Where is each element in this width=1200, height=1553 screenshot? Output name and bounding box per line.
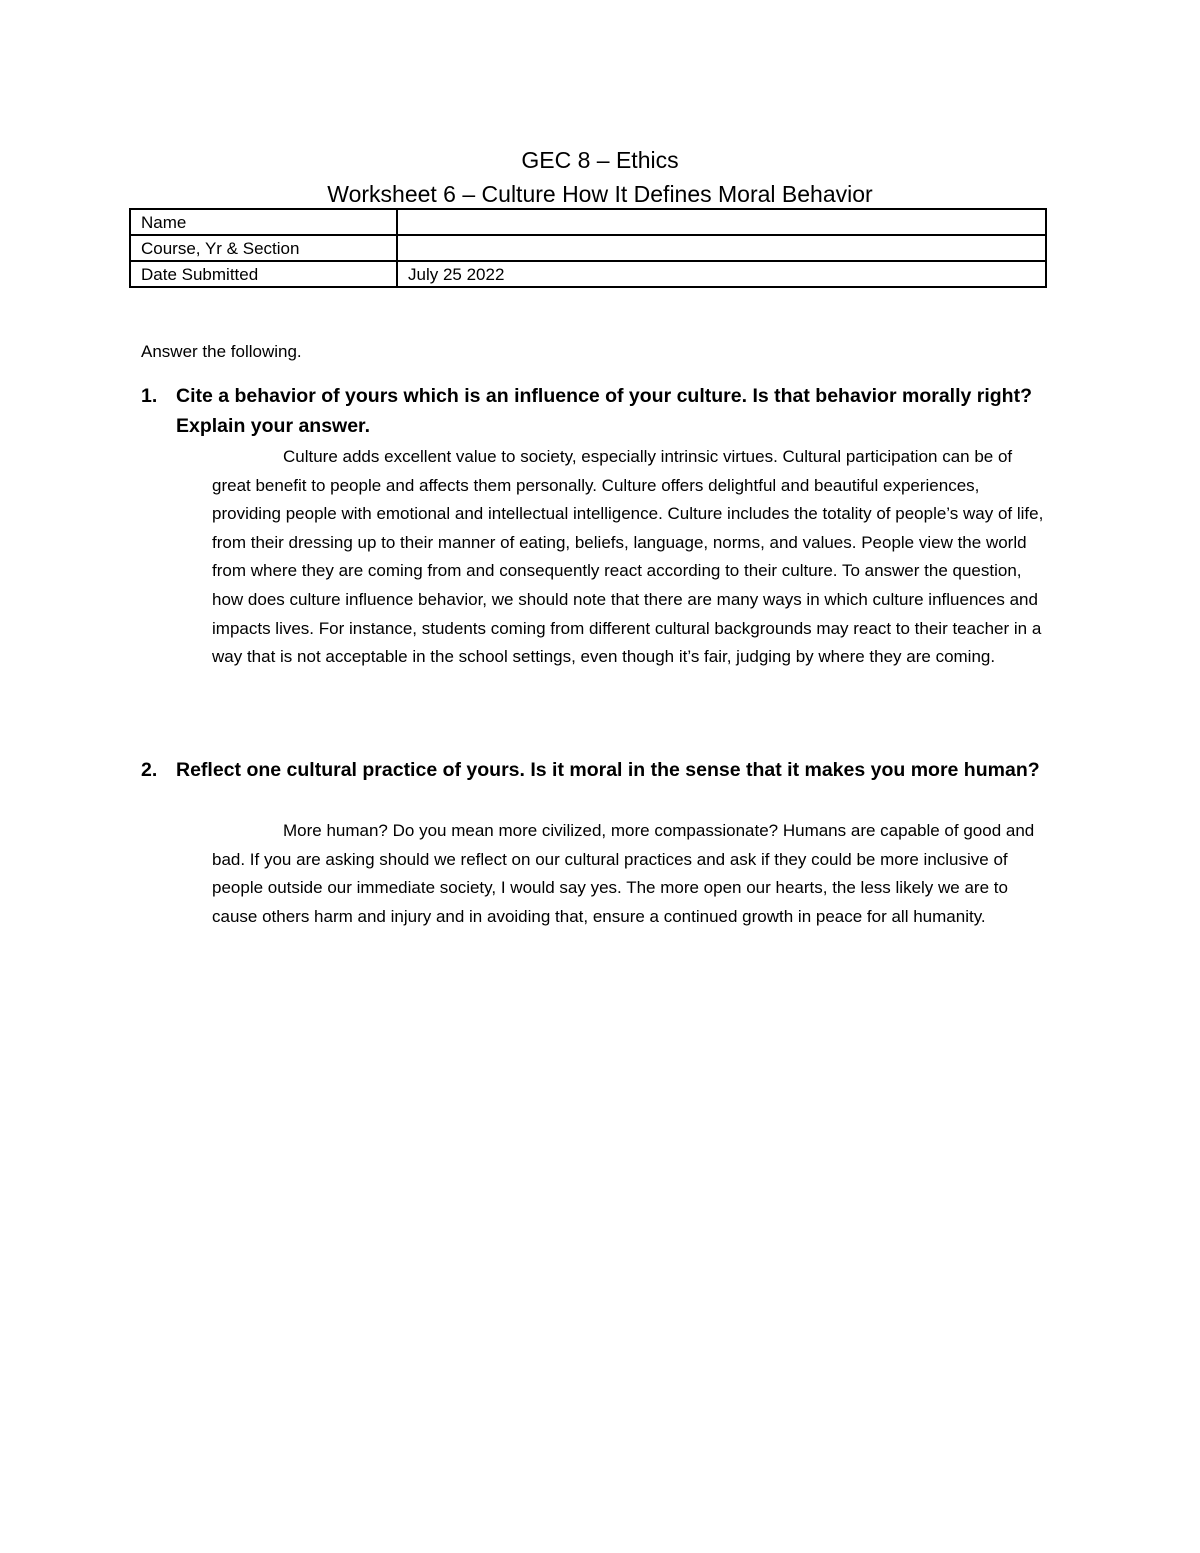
- question-1: [141, 381, 1061, 441]
- name-label: Name: [130, 209, 397, 235]
- name-value: [397, 209, 1046, 235]
- course-section-label: Course, Yr & Section: [130, 235, 397, 261]
- question-text: Reflect one cultural practice of yours. Is it moral in the sense that it makes you more human?: [176, 759, 1040, 781]
- date-submitted-value: July 25 2022: [397, 261, 1046, 287]
- table-row: [130, 261, 1046, 287]
- course-section-value: [397, 235, 1046, 261]
- table-row: [130, 235, 1046, 261]
- question-text: Cite a behavior of yours which is an influence of your culture. Is that behavior morally right? Explain your answer.: [176, 385, 1032, 437]
- date-submitted-label: Date Submitted: [130, 261, 397, 287]
- student-info-table: [129, 208, 1047, 288]
- instructions: Answer the following.: [141, 342, 302, 361]
- question-2: [141, 755, 1061, 785]
- answer-1: Culture adds excellent value to society, especially intrinsic virtues. Cultural participation can be of great benefit to people and affects them personally. Culture offers delightful and beautiful experiences, providing people with emotional and intellectual intelligence. Culture includes the totality of people’s way of life, from their dressing up to their manner of eating, beliefs, language, norms, and values. People view the world from where they are coming from and consequently react according to their culture. To answer the question, how does culture influence behavior, we should note that there are many ways in which culture influences and impacts lives. For instance, students coming from different cultural backgrounds may react to their teacher in a way that is not acceptable in the school settings, even though it’s fair, judging by where they are coming.: [212, 447, 1044, 667]
- course-title: GEC 8 – Ethics: [521, 147, 679, 173]
- answer-2: More human? Do you mean more civilized, more compassionate? Humans are capable of good and bad. If you are asking should we reflect on our cultural practices and ask if they could be more inclusive of people outside our immediate society, I would say yes. The more open our hearts, the less likely we are to cause others harm and injury and in avoiding that, ensure a continued growth in peace for all humanity.: [212, 821, 1035, 926]
- worksheet-title: Worksheet 6 – Culture How It Defines Moral Behavior: [327, 181, 873, 207]
- question-number: 1.: [141, 385, 158, 407]
- table-row: [130, 209, 1046, 235]
- question-number: 2.: [141, 759, 158, 781]
